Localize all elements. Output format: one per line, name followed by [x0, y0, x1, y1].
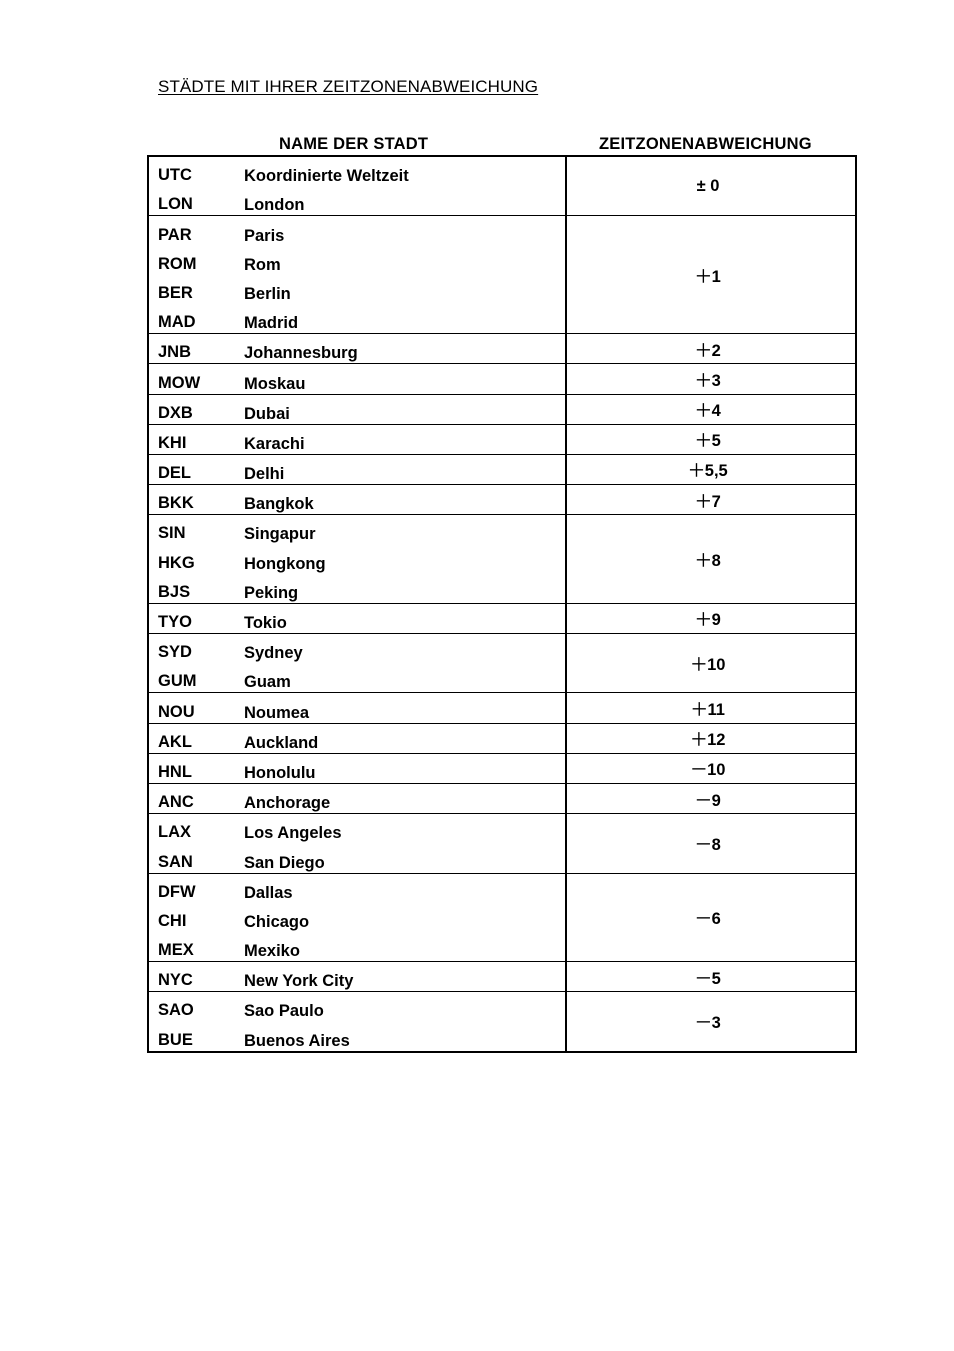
table-row — [149, 395, 565, 424]
table-row — [149, 275, 565, 304]
timezone-group — [149, 363, 855, 393]
city-name: Auckland — [244, 733, 319, 752]
city-list — [149, 962, 567, 991]
city-name: Noumea — [244, 703, 310, 722]
table-row — [149, 544, 565, 573]
timezone-group — [149, 333, 855, 363]
city-name: Dallas — [244, 883, 293, 902]
table-row — [149, 663, 565, 692]
city-code: AKL — [158, 732, 192, 751]
table-row — [149, 1021, 565, 1050]
city-code: TYO — [158, 613, 192, 631]
city-list — [149, 634, 567, 692]
city-name: Buenos Aires — [244, 1031, 350, 1050]
timezone-table — [147, 155, 857, 1053]
city-list — [149, 216, 567, 333]
city-code: JNB — [158, 343, 192, 362]
city-code: SIN — [158, 524, 186, 543]
city-list — [149, 992, 567, 1050]
table-row — [149, 574, 565, 603]
timezone-offset: －3 — [695, 1014, 721, 1033]
city-list — [149, 515, 567, 603]
timezone-group — [149, 991, 855, 1050]
timezone-offset: ＋5,5 — [688, 462, 728, 481]
table-row — [149, 425, 565, 454]
column-header-timezone-offset: ZEITZONENABWEICHUNG — [599, 135, 812, 153]
table-row — [149, 903, 565, 932]
city-name: Guam — [244, 673, 291, 692]
city-list — [149, 754, 567, 783]
city-code: UTC — [158, 166, 192, 185]
table-row — [149, 634, 565, 663]
timezone-offset: ＋2 — [695, 341, 721, 360]
table-row — [149, 992, 565, 1021]
city-code: SYD — [158, 643, 192, 662]
timezone-group — [149, 394, 855, 424]
table-row — [149, 455, 565, 484]
city-name: Koordinierte Weltzeit — [244, 167, 409, 186]
city-name: Tokio — [244, 614, 287, 632]
city-code: HKG — [158, 553, 195, 572]
city-code: PAR — [158, 225, 192, 244]
city-name: Paris — [244, 226, 285, 245]
city-list — [149, 364, 567, 393]
city-name: Mexiko — [244, 942, 300, 961]
city-name: Honolulu — [244, 763, 316, 782]
table-row — [149, 485, 565, 514]
city-code: BJS — [158, 582, 191, 601]
timezone-offset: ＋4 — [695, 402, 721, 421]
timezone-group — [149, 454, 855, 484]
timezone-offset: ＋5 — [695, 432, 721, 451]
table-row — [149, 515, 565, 544]
city-list — [149, 455, 567, 484]
timezone-offset: ＋3 — [695, 371, 721, 390]
city-list — [149, 157, 567, 215]
table-row — [149, 157, 565, 186]
city-code: SAO — [158, 1001, 194, 1020]
city-list — [149, 425, 567, 454]
timezone-group — [149, 633, 855, 692]
city-code: MEX — [158, 941, 194, 960]
city-name: Singapur — [244, 525, 316, 544]
table-row — [149, 874, 565, 903]
timezone-offset: ＋7 — [695, 492, 721, 511]
table-row — [149, 962, 565, 991]
timezone-group — [149, 603, 855, 633]
table-row — [149, 784, 565, 813]
timezone-offset: －10 — [690, 761, 726, 780]
timezone-offset: ＋9 — [695, 611, 721, 630]
timezone-offset: ＋8 — [695, 552, 721, 571]
city-name: Delhi — [244, 465, 285, 484]
timezone-offset: －8 — [695, 836, 721, 855]
city-name: Los Angeles — [244, 824, 342, 843]
column-header-city-name: NAME DER STADT — [279, 135, 429, 153]
city-name: Chicago — [244, 912, 310, 931]
city-code: BKK — [158, 494, 194, 513]
table-row — [149, 932, 565, 961]
table-row — [149, 604, 565, 633]
table-row — [149, 724, 565, 753]
table-row — [149, 364, 565, 393]
timezone-group — [149, 753, 855, 783]
table-row — [149, 814, 565, 843]
timezone-group — [149, 484, 855, 514]
table-row — [149, 754, 565, 783]
city-list — [149, 485, 567, 514]
timezone-offset: －6 — [695, 910, 721, 929]
timezone-offset: ＋11 — [691, 700, 725, 719]
table-row — [149, 246, 565, 275]
page-title: STÄDTE MIT IHRER ZEITZONENABWEICHUNG — [158, 77, 539, 96]
city-list — [149, 874, 567, 962]
timezone-group — [149, 424, 855, 454]
city-code: BUE — [158, 1030, 193, 1049]
timezone-group — [149, 157, 855, 215]
table-row — [149, 693, 565, 722]
city-list — [149, 724, 567, 753]
city-code: LON — [158, 195, 193, 214]
timezone-offset: ＋1 — [695, 267, 721, 286]
city-code: GUM — [158, 672, 197, 691]
city-code: DXB — [158, 403, 193, 422]
city-name: Hongkong — [244, 554, 326, 573]
timezone-group — [149, 692, 855, 722]
city-list — [149, 814, 567, 872]
timezone-group — [149, 783, 855, 813]
timezone-group — [149, 961, 855, 991]
timezone-group — [149, 723, 855, 753]
table-row — [149, 843, 565, 872]
city-code: SAN — [158, 852, 193, 871]
city-name: Karachi — [244, 434, 305, 453]
timezone-group — [149, 813, 855, 872]
city-name: Madrid — [244, 314, 299, 333]
city-list — [149, 784, 567, 813]
city-name: London — [244, 196, 305, 215]
timezone-offset: －5 — [695, 969, 721, 988]
timezone-offset: ＋12 — [690, 731, 726, 750]
city-code: CHI — [158, 911, 187, 930]
city-name: New York City — [244, 972, 354, 991]
city-code: LAX — [158, 823, 191, 842]
city-code: KHI — [158, 433, 187, 452]
city-name: Moskau — [244, 374, 306, 393]
table-row — [149, 216, 565, 245]
city-code: NYC — [158, 971, 193, 990]
city-code: ROM — [158, 254, 197, 273]
city-code: MOW — [158, 373, 201, 392]
city-list — [149, 693, 567, 722]
timezone-group — [149, 873, 855, 962]
city-code: DFW — [158, 882, 196, 901]
city-list — [149, 334, 567, 363]
city-code: DEL — [158, 464, 191, 483]
city-name: Dubai — [244, 404, 290, 423]
city-name: Rom — [244, 255, 281, 274]
city-code: MAD — [158, 313, 196, 332]
city-name: San Diego — [244, 853, 325, 872]
timezone-offset: －9 — [695, 791, 721, 810]
city-name: Johannesburg — [244, 344, 358, 363]
timezone-group — [149, 215, 855, 333]
city-list — [149, 395, 567, 424]
city-name: Sydney — [244, 644, 303, 663]
city-code: HNL — [158, 762, 192, 781]
city-code: NOU — [158, 702, 195, 721]
city-name: Anchorage — [244, 794, 331, 813]
timezone-offset: ± 0 — [696, 176, 720, 195]
city-name: Berlin — [244, 284, 291, 303]
timezone-offset: ＋10 — [690, 656, 726, 675]
city-list — [149, 604, 567, 633]
city-name: Peking — [244, 583, 299, 602]
city-code: BER — [158, 283, 193, 302]
table-row — [149, 334, 565, 363]
city-code: ANC — [158, 793, 194, 812]
city-name: Bangkok — [244, 495, 314, 514]
table-row — [149, 304, 565, 333]
table-row — [149, 186, 565, 215]
city-name: Sao Paulo — [244, 1002, 324, 1021]
timezone-group — [149, 514, 855, 603]
